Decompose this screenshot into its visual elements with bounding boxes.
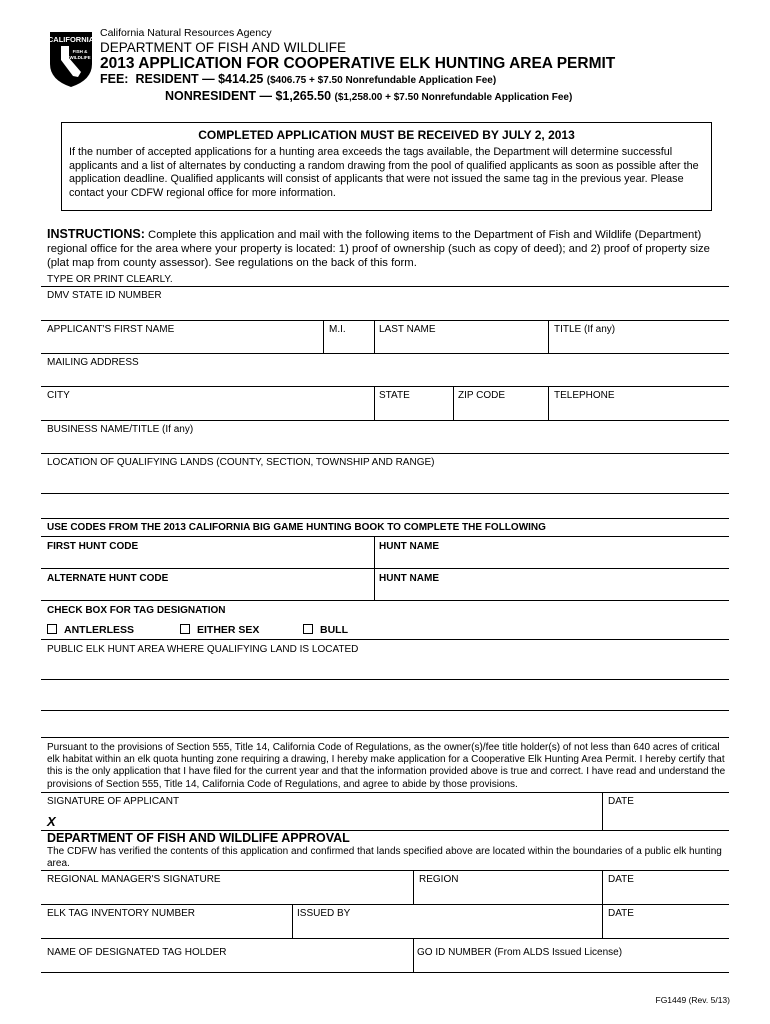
rule xyxy=(41,518,729,519)
alternate-hunt-code-field[interactable] xyxy=(43,586,372,599)
rule xyxy=(41,904,729,905)
mailing-field[interactable] xyxy=(43,370,727,385)
first-hunt-code-label: FIRST HUNT CODE xyxy=(47,541,139,552)
signature-x-mark: X xyxy=(47,814,56,829)
approval-title: DEPARTMENT OF FISH AND WILDLIFE APPROVAL xyxy=(47,831,350,845)
divider xyxy=(548,386,549,420)
region-label: REGION xyxy=(419,874,459,885)
business-label: BUSINESS NAME/TITLE (If any) xyxy=(47,424,194,435)
deadline-notice-box xyxy=(61,122,712,211)
issued-by-label: ISSUED BY xyxy=(297,908,351,919)
state-label: STATE xyxy=(379,390,410,401)
department-name: DEPARTMENT OF FISH AND WILDLIFE xyxy=(100,40,347,55)
location-label: LOCATION OF QUALIFYING LANDS (COUNTY, SECTION, TOWNSHIP AND RANGE) xyxy=(47,457,435,468)
go-id-label: GO ID NUMBER (From ALDS Issued License) xyxy=(417,947,623,958)
signature-date-label: DATE xyxy=(608,796,634,807)
divider xyxy=(292,904,293,938)
either-sex-label: EITHER SEX xyxy=(197,624,260,636)
signature-date-field[interactable] xyxy=(604,810,727,829)
agency-name: California Natural Resources Agency xyxy=(100,27,272,39)
checkbox-icon[interactable] xyxy=(47,624,57,634)
approval-date-1-label: DATE xyxy=(608,874,634,885)
tag-holder-field[interactable] xyxy=(43,959,411,971)
bull-checkbox[interactable] xyxy=(303,624,348,636)
cdfw-seal-logo xyxy=(47,30,95,88)
rule xyxy=(41,493,729,494)
mi-label: M.I. xyxy=(329,324,346,335)
inventory-field[interactable] xyxy=(43,921,290,937)
rule xyxy=(41,568,729,569)
resident-detail: ($406.75 + $7.50 Nonrefundable Application Fee) xyxy=(266,75,497,86)
approval-date-2-field[interactable] xyxy=(604,921,727,937)
manager-signature-field[interactable] xyxy=(43,887,411,903)
approval-date-1-field[interactable] xyxy=(604,887,727,903)
rule xyxy=(41,536,729,537)
city-field[interactable] xyxy=(43,403,372,419)
logo-text-mid: FISH & xyxy=(72,49,88,54)
dmv-label: DMV STATE ID NUMBER xyxy=(47,290,162,301)
divider xyxy=(548,320,549,353)
hunt-name-2-label: HUNT NAME xyxy=(379,573,439,584)
divider xyxy=(413,870,414,904)
hunt-name-1-label: HUNT NAME xyxy=(379,541,439,552)
divider xyxy=(323,320,324,353)
rule xyxy=(41,870,729,871)
instructions xyxy=(47,227,727,270)
antlerless-label: ANTLERLESS xyxy=(64,624,135,636)
go-id-field[interactable] xyxy=(415,959,727,971)
divider xyxy=(374,386,375,420)
zip-label: ZIP CODE xyxy=(458,390,506,401)
tag-holder-label: NAME OF DESIGNATED TAG HOLDER xyxy=(47,947,227,958)
antlerless-checkbox[interactable] xyxy=(47,624,134,636)
rule xyxy=(41,972,729,973)
instructions-label: INSTRUCTIONS: xyxy=(47,227,145,241)
last-name-field[interactable] xyxy=(376,337,546,352)
rule xyxy=(41,792,729,793)
issued-by-field[interactable] xyxy=(294,921,600,937)
rule xyxy=(41,320,729,321)
fee-resident-line: FEE: RESIDENT — $414.25 ($406.75 + $7.50 Nonrefundable Application Fee) xyxy=(100,72,497,86)
location-field[interactable] xyxy=(43,470,727,492)
deadline-notice-body: If the number of accepted applications for a hunting area exceeds the tags available, the Department will determine successful applicants and a list of alternates by conducting a random drawing from the pool of qualified applicants as soon as possible after the application deadline. Qualified applicants will consist of applicants that were not issued the same tag in the previous year. Please contact your CDFW regional office for more information. xyxy=(69,146,699,199)
public-area-label: PUBLIC ELK HUNT AREA WHERE QUALIFYING LAND IS LOCATED xyxy=(47,644,359,655)
tag-designation-label: CHECK BOX FOR TAG DESIGNATION xyxy=(47,605,226,616)
bull-label: BULL xyxy=(320,624,348,636)
public-area-field-1[interactable] xyxy=(43,658,727,678)
rule xyxy=(41,453,729,454)
type-print-note: TYPE OR PRINT CLEARLY. xyxy=(47,274,173,285)
manager-signature-label: REGIONAL MANAGER'S SIGNATURE xyxy=(47,874,221,885)
logo-text-bot: WILDLIFE xyxy=(69,55,91,60)
signature-label: SIGNATURE OF APPLICANT xyxy=(47,796,180,807)
telephone-label: TELEPHONE xyxy=(554,390,615,401)
first-hunt-code-field[interactable] xyxy=(43,554,372,567)
rule xyxy=(41,420,729,421)
rule xyxy=(41,710,729,711)
rule xyxy=(41,386,729,387)
divider xyxy=(453,386,454,420)
hunt-name-2-field[interactable] xyxy=(376,586,727,599)
divider xyxy=(413,938,414,972)
fee-nonresident-line: NONRESIDENT — $1,265.50 ($1,258.00 + $7.50 Nonrefundable Application Fee) xyxy=(165,89,573,103)
first-name-field[interactable] xyxy=(43,337,321,352)
region-field[interactable] xyxy=(415,887,600,903)
legal-statement: Pursuant to the provisions of Section 555, Title 14, California Code of Regulations, as the owner(s)/fee title holder(s) of not less than 640 acres of critical elk habitat within an elk quota hunting zone requiring a drawing, I hereby make application for a Cooperative Elk Hunting Area Permit. I hereby certify that this is the only application that I have filed for the current year and that the information provided above is true and correct. I have read and understand the provisions of Section 555, Title 14, California Code of Regulations, and agree to abide by those provisions. xyxy=(47,742,726,790)
mailing-label: MAILING ADDRESS xyxy=(47,357,139,368)
approval-date-2-label: DATE xyxy=(608,908,634,919)
resident-label: RESIDENT xyxy=(135,72,199,86)
approval-body: The CDFW has verified the contents of this application and confirmed that lands specified above are located within the boundaries of a public elk hunting area. xyxy=(47,846,722,870)
zip-field[interactable] xyxy=(455,403,546,419)
divider xyxy=(602,792,603,830)
nonresident-amount: $1,265.50 xyxy=(275,89,332,103)
form-title: 2013 APPLICATION FOR COOPERATIVE ELK HUNTING AREA PERMIT xyxy=(100,55,616,72)
instructions-text: Complete this application and mail with the following items to the Department of Fish and Wildlife (Department) regional office for the area where your property is located: 1) proof of ownership (such as copy of deed); and 2) proof of property size (plat map from county assessor). See regulations on the back of this form. xyxy=(47,229,710,269)
resident-amount: $414.25 xyxy=(218,72,264,86)
nonresident-label: NONRESIDENT xyxy=(165,89,256,103)
signature-field[interactable] xyxy=(62,810,600,829)
rule xyxy=(41,286,729,287)
rule xyxy=(41,600,729,601)
mi-field[interactable] xyxy=(325,337,372,352)
form-number: FG1449 (Rev. 5/13) xyxy=(655,995,730,1005)
divider xyxy=(374,320,375,353)
fee-label: FEE: xyxy=(100,72,129,86)
nonresident-detail: ($1,258.00 + $7.50 Nonrefundable Application Fee) xyxy=(334,92,573,103)
deadline-notice-title: COMPLETED APPLICATION MUST BE RECEIVED BY JULY 2, 2013 xyxy=(198,128,575,142)
either-sex-checkbox[interactable] xyxy=(180,624,259,636)
business-field[interactable] xyxy=(43,437,727,452)
telephone-field[interactable] xyxy=(550,403,727,419)
public-area-field-2[interactable] xyxy=(43,684,727,709)
logo-text-top: CALIFORNIA xyxy=(47,35,95,44)
state-field[interactable] xyxy=(376,403,451,419)
rule xyxy=(41,679,729,680)
rule xyxy=(41,737,729,738)
dmv-field[interactable] xyxy=(43,303,727,319)
hunt-name-1-field[interactable] xyxy=(376,554,727,567)
last-name-label: LAST NAME xyxy=(379,324,436,335)
title-field[interactable] xyxy=(550,337,727,352)
city-label: CITY xyxy=(47,390,70,401)
checkbox-icon[interactable] xyxy=(303,624,313,634)
rule xyxy=(41,639,729,640)
rule xyxy=(41,353,729,354)
title-label: TITLE (If any) xyxy=(554,324,616,335)
inventory-label: ELK TAG INVENTORY NUMBER xyxy=(47,908,196,919)
hunt-codes-instruction: USE CODES FROM THE 2013 CALIFORNIA BIG GAME HUNTING BOOK TO COMPLETE THE FOLLOWING xyxy=(47,522,546,533)
alternate-hunt-code-label: ALTERNATE HUNT CODE xyxy=(47,573,169,584)
checkbox-icon[interactable] xyxy=(180,624,190,634)
rule xyxy=(41,938,729,939)
first-name-label: APPLICANT'S FIRST NAME xyxy=(47,324,175,335)
